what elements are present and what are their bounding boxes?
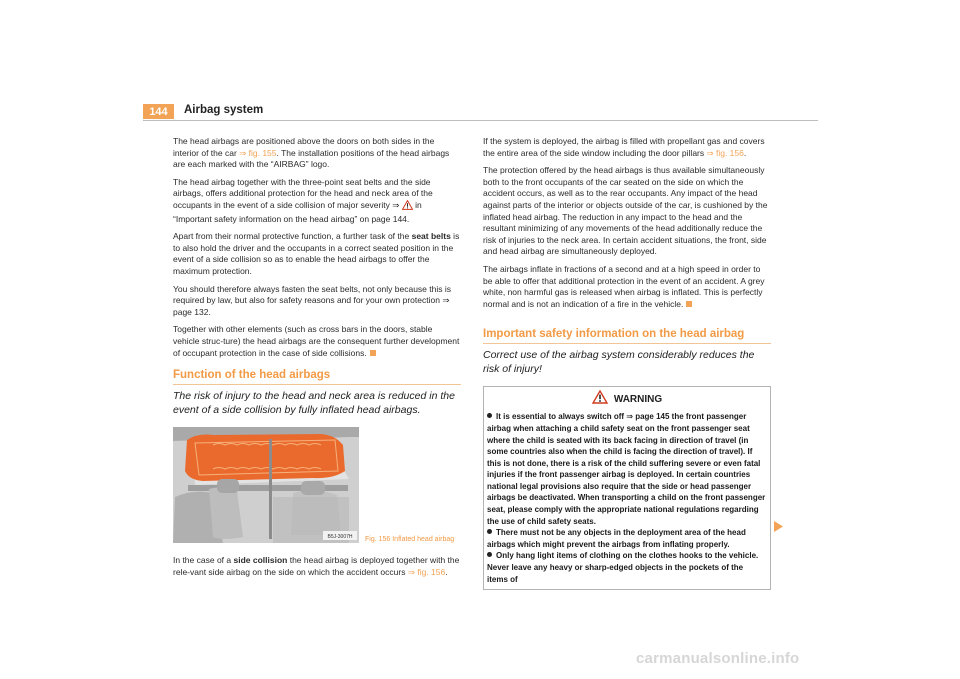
warning-triangle-icon	[592, 390, 608, 409]
left-column	[173, 136, 461, 584]
right-paragraph-3: The airbags inflate in fractions of a second and at a high speed in order to be able to offer that additional protection in the event of an accident. A grey white, non harmful gas is released when airbag is inflated. This is perfectly normal and is not an indication of a fire in the vehicle.	[483, 263, 765, 309]
page-number: 144	[143, 104, 174, 119]
warning-triangle-icon	[402, 200, 413, 214]
intro-paragraph-2: The head airbag together with the three-point seat belts and the side airbags, offers additional protection for the head and neck area of the occupants in the event of a side collision of major severity ⇒ in “Important safety information on the head airbag” on page 144.	[173, 176, 433, 224]
end-square-icon	[686, 301, 692, 307]
end-square-icon	[370, 350, 376, 356]
warning-item: Only hang light items of clothing on the clothes hooks to the vehicle. Never leave any heavy or sharp-edged objects in the pockets of the items of	[487, 551, 759, 584]
figure-code: B5J-3007H	[327, 534, 353, 541]
inflated-head-airbag-illustration	[173, 427, 359, 543]
header-rule	[143, 120, 818, 121]
intro-paragraph-4: You should therefore always fasten the seat belts, not only because this is required by law, but also for safety reasons and for your own protection ⇒ page 132.	[173, 283, 451, 317]
warning-body	[484, 411, 770, 589]
watermark: carmanualsonline.info	[636, 650, 800, 667]
warning-title: WARNING	[613, 393, 663, 405]
figure-caption: Fig. 156 Inflated head airbag	[365, 536, 455, 544]
page-header-title: Airbag system	[184, 104, 264, 116]
warning-box	[483, 386, 771, 590]
fig-155-link[interactable]: ⇒ fig. 155	[239, 147, 277, 158]
section-heading-function: Function of the head airbags	[173, 369, 461, 385]
fig-156-link[interactable]: ⇒ fig. 156	[407, 566, 446, 577]
warning-item: It is essential to always switch off ⇒ page 145 the front passenger airbag when attaching a child safety seat on the front passenger seat where the child is seated with its back facing in direction of travel (in some countries also when the child is facing the direction of travel). If this is not done, there is a risk of the child suffering severe or even fatal injuries if the front passenger airbag is deployed. In certain countries national legal provisions also require that the side or head passenger airbags be deactivated. When transporting a child on the front passenger seat, please comply with the appropriate national regulations regarding the use of child safety seats.	[487, 412, 766, 526]
bullet-icon	[487, 552, 492, 557]
section-subtitle-function: The risk of injury to the head and neck area is reduced in the event of a side collision by fully inflated head airbags.	[173, 390, 455, 417]
continue-arrow-icon[interactable]	[774, 519, 783, 537]
figure-156	[173, 427, 461, 543]
right-paragraph-2: The protection offered by the head airbags is thus available simultaneously both to the front occupants of the car seated on the side on which the accident occurs, as well as to the rear occupants. Any impact of the head against parts of the interior or objects outside of the car, is cushioned by the inflated head airbag. The reduction in any impact to the head and the resultant minimizing of any movements of the head additionally reduce the risk of injuries to the neck area. In certain accident situations, the front, side and head airbag are simultaneously deployed.	[483, 165, 768, 257]
function-paragraph: In the case of a side collision the head airbag is deployed together with the rele-vant side airbag on the side on which the accident occurs ⇒ fig. 156.	[173, 555, 460, 577]
warning-header	[484, 387, 770, 411]
section-subtitle-safety: Correct use of the airbag system considerably reduces the risk of injury!	[483, 349, 755, 376]
section-heading-safety: Important safety information on the head airbag	[483, 328, 771, 344]
intro-paragraph-3: Apart from their normal protective function, a further task of the seat belts is to also hold the driver and the occupants in a correct seated position in the event of a side collision so as to enable the head airbags to offer the maximum protection.	[173, 231, 460, 276]
bullet-icon	[487, 529, 492, 534]
bullet-icon	[487, 413, 492, 418]
right-column	[483, 136, 771, 590]
intro-paragraph-5: Together with other elements (such as cross bars in the doors, stable vehicle struc-ture) the head airbags are the consequent further development of occupant protection in the case of side collisions.	[173, 324, 460, 358]
intro-paragraph-1: The head airbags are positioned above the doors on both sides in the interior of the car ⇒ fig. 155. The installation positions of the head airbags are each marked with the “AIRBAG” logo.	[173, 136, 450, 170]
warning-item: There must not be any objects in the deployment area of the head airbags which might prevent the airbags from inflating properly.	[487, 528, 746, 549]
fig-156-link-2[interactable]: ⇒ fig. 156	[706, 147, 744, 158]
right-paragraph-1: If the system is deployed, the airbag is filled with propellant gas and covers the entire area of the side window including the door pillars ⇒ fig. 156.	[483, 136, 765, 158]
